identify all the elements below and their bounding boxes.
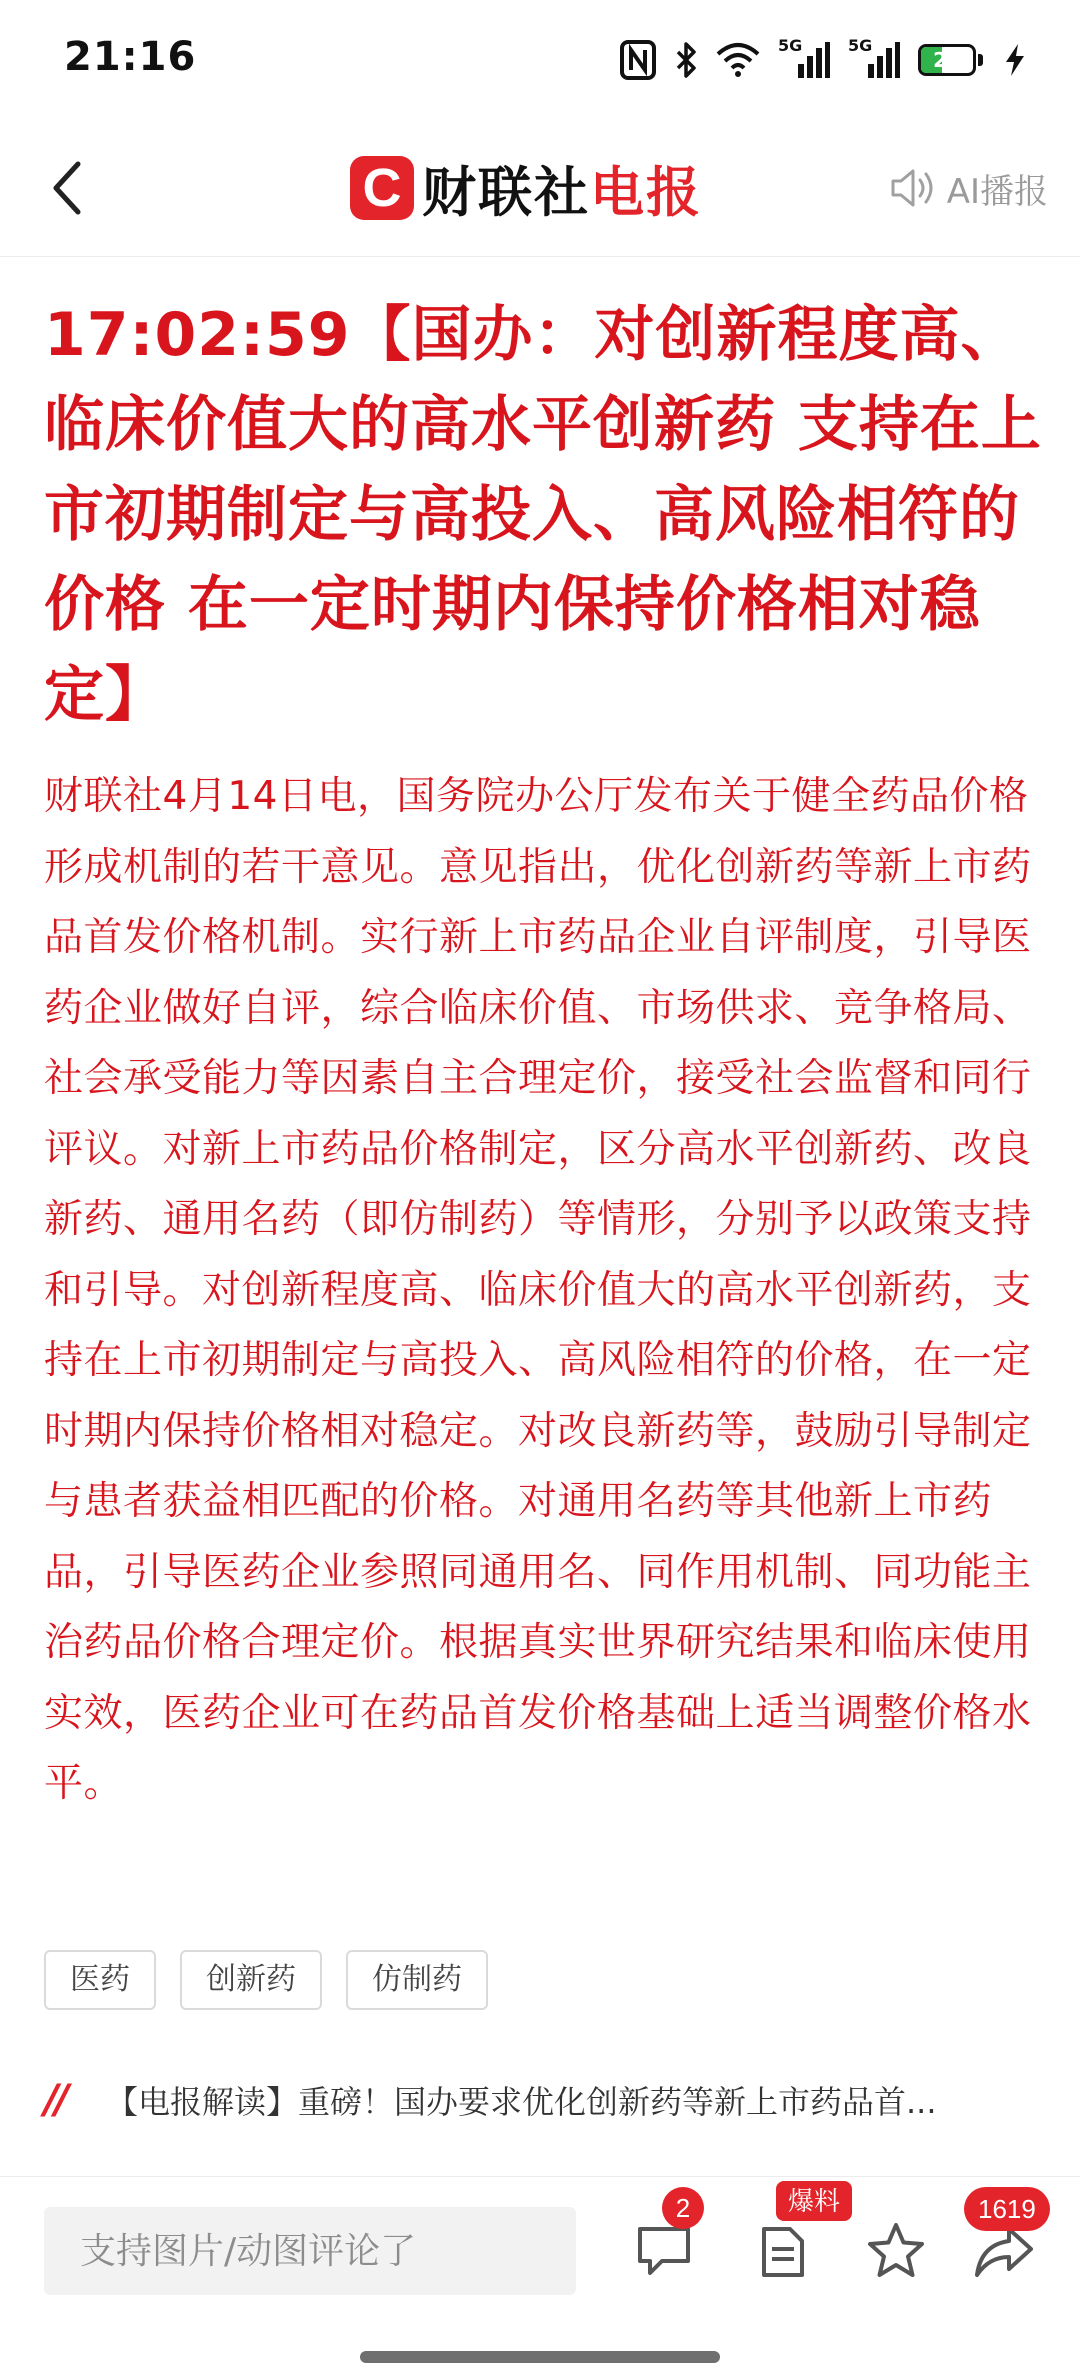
back-arrow-icon [48, 160, 88, 216]
favorite-button[interactable] [852, 2207, 940, 2295]
share-count-badge: 1619 [964, 2187, 1050, 2231]
article-headline: 17:02:59【国办：对创新程度高、临床价值大的高水平创新药 支持在上市初期制定与高投入、高风险相符的价格 在一定时期内保持价格相对稳定】 [44, 300, 1042, 730]
tag-item[interactable]: 创新药 [180, 1950, 322, 2010]
bottom-action-bar [0, 2176, 1080, 2376]
cellular-signal-icon [778, 36, 830, 80]
report-icon [754, 2219, 814, 2283]
bluetooth-icon [674, 40, 698, 80]
charging-bolt-icon [1004, 42, 1026, 78]
ai-broadcast-label: AI播报 [946, 171, 1048, 212]
share-icon [973, 2223, 1035, 2279]
brand-logo [350, 150, 702, 226]
battery-level: 25 [933, 48, 961, 72]
related-mark: // [44, 2077, 66, 2123]
nfc-icon [620, 40, 656, 80]
brand-logo-mark: C [350, 156, 414, 220]
top-nav-bar [0, 120, 1080, 257]
comment-button[interactable] [620, 2193, 708, 2295]
home-indicator[interactable] [360, 2351, 720, 2363]
status-bar [0, 0, 1080, 120]
article-body: 财联社4月14日电，国务院办公厅发布关于健全药品价格形成机制的若干意见。意见指出，优化创新药等新上市药品首发价格机制。实行新上市药品企业自评制度，引导医药企业做好自评，综合临床价值、市场供求、竞争格局、社会承受能力等因素自主合理定价，接受社会监督和同行评议。对新上市药品价格制定，区分高水平创新药、改良新药、通用名药（即仿制药）等情形，分别予以政策支持和引导。对创新程度高、临床价值大的高水平创新药，支持在上市初期制定与高投入、高风险相符的价格，在一定时期内保持价格相对稳定。对改良新药等，鼓励引导制定与患者获益相匹配的价格。对通用名药等其他新上市药品，引导医药企业参照同通用名、同作用机制、同功能主治药品价格合理定价。根据真实世界研究结果和临床使用实效，医药企业可在药品首发价格基础上适当调整价格水平。 [44, 774, 1032, 1806]
report-button[interactable] [740, 2186, 841, 2295]
related-article-title: 【电报解读】重磅！国办要求优化创新药等新上市药品首... [106, 2083, 937, 2121]
battery-body [918, 44, 976, 76]
tag-item[interactable]: 仿制药 [346, 1950, 488, 2010]
comment-count-badge: 2 [662, 2187, 704, 2229]
wifi-icon [716, 42, 760, 78]
brand-name [422, 150, 702, 227]
battery-icon [918, 43, 986, 77]
related-article-link[interactable] [44, 2070, 1044, 2130]
share-button[interactable] [960, 2194, 1048, 2295]
comment-input[interactable] [44, 2207, 576, 2295]
signal-label: 5G [778, 36, 803, 55]
status-icons [620, 38, 1026, 82]
tag-item[interactable]: 医药 [44, 1950, 156, 2010]
brand-name-part2: 电报 [590, 160, 702, 224]
report-label-badge: 爆料 [776, 2181, 852, 2221]
star-icon [865, 2221, 927, 2281]
back-button[interactable] [36, 156, 100, 220]
speaker-icon [889, 166, 937, 210]
cellular-signal-icon [848, 36, 900, 80]
brand-name-part1: 财联社 [422, 160, 590, 224]
signal-label: 5G [848, 36, 873, 55]
battery-tip [978, 54, 983, 66]
ai-broadcast-button[interactable] [889, 160, 1048, 216]
tag-list [44, 1950, 488, 2010]
comment-icon [632, 2221, 696, 2281]
status-time: 21:16 [64, 34, 197, 80]
